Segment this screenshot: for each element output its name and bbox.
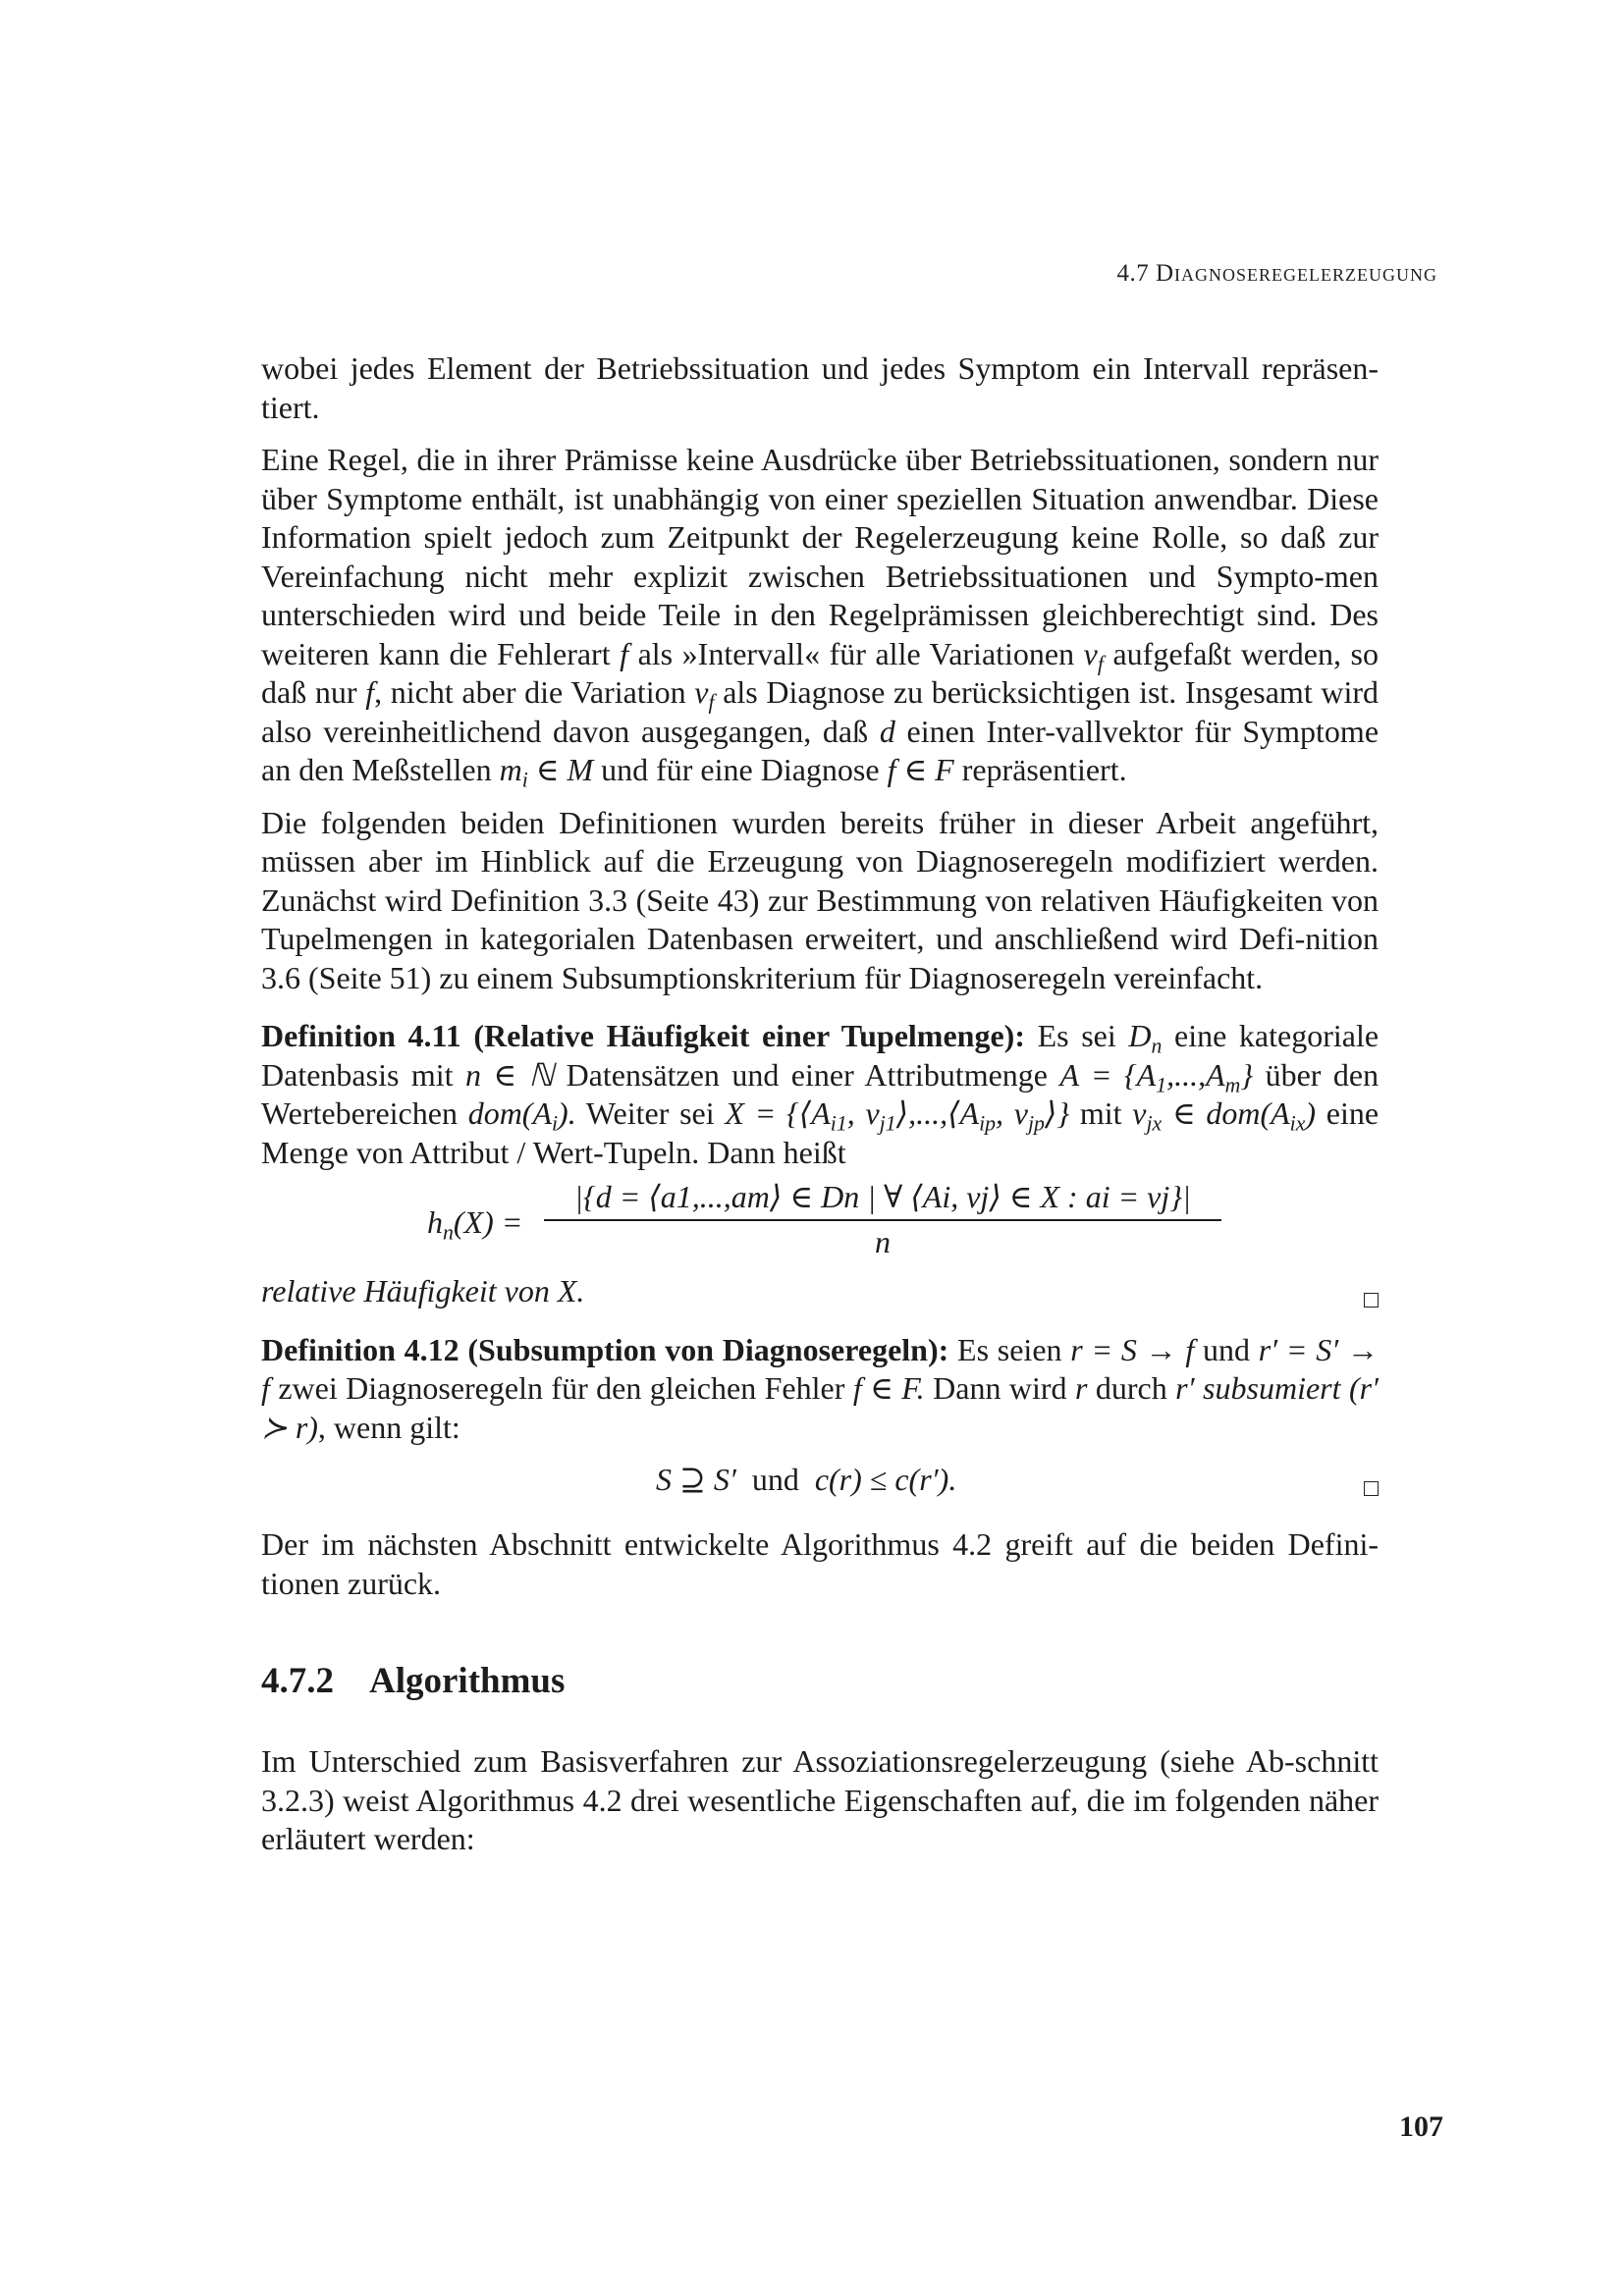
page-number: 107	[1399, 2110, 1443, 2143]
section-title: Algorithmus	[369, 1661, 566, 1701]
formula-denominator: n	[875, 1223, 891, 1259]
running-head	[1116, 260, 1437, 288]
running-head-title: Diagnoseregelerzeugung	[1155, 260, 1437, 287]
definition-4-11: Definition 4.11 (Relative Häufigkeit einer Tupelmenge): Es sei $D_n$ eine kategoriale Datenbasis mit n ∈ ℕ Datensätzen und einer Attributmenge $A = \{A_1,...,A_m\}$ über den Wertebereichen $dom(A_i)$. Weiter sei $X = \{⟨A_{i1}$, $v_{j1}⟩,...,⟨A_{ip}$, $v_{jp}⟩$} mit $v_{jx}$ ∈ $dom(A_{ix})$ eine Menge von Attribut / Wert-Tupeln. Dann heißt $h_n(X)$ = $\frac{|\{d = ⟨a1,...,am⟩ \in Dn | \forall ⟨Ai, vj⟩ \in X : ai = vj\}|}{n}$ relative Häufigkeit von X.	[261, 1017, 1379, 1311]
paragraph-4: Der im nächsten Abschnitt entwickelte Algorithmus 4.2 greift auf die beiden Defini-tionen zurück.	[261, 1526, 1379, 1601]
paragraph-1: wobei jedes Element der Betriebssituation und jedes Symptom ein Intervall repräsen-tiert.	[261, 350, 1379, 425]
qed-square-icon	[1364, 1481, 1379, 1496]
definition-4-12: Definition 4.12 (Subsumption von Diagnoseregeln): Es seien r = S → f und r′ = S′ → f zwei Diagnoseregeln für den gleichen Fehler f ∈ F. Dann wird r durch r′ subsumiert (r′ ≻ r), wenn gilt: S ⊇ S′ und c(r) ≤ c(r′).	[261, 1331, 1379, 1509]
formula-fraction	[544, 1178, 1221, 1261]
formula-subsumption: S ⊇ S′ und c(r) ≤ c(r′).	[261, 1455, 1379, 1508]
formula-relative-frequency	[261, 1178, 1379, 1268]
formula-numerator: |{d = ⟨a1,...,am⟩ ∈ Dn | ∀ ⟨Ai, vj⟩ ∈ X : ai = vj}|	[544, 1178, 1221, 1221]
formula-lhs: $h_n(X)$ =	[427, 1204, 523, 1245]
paragraph-3: Die folgenden beiden Definitionen wurden bereits früher in dieser Arbeit angeführt, müssen aber im Hinblick auf die Erzeugung von Diagnoseregeln modifiziert werden. Zunächst wird Definition 3.3 (Seite 43) zur Bestimmung von relativen Häufigkeiten von Tupelmengen in kategorialen Datenbasen erweitert, und anschließend wird Defi-nition 3.6 (Seite 51) zu einem Subsumptionskriterium für Diagnoseregeln vereinfacht.	[261, 804, 1379, 995]
paragraph-5: Im Unterschied zum Basisverfahren zur Assoziationsregelerzeugung (siehe Ab-schnitt 3.2.3) weist Algorithmus 4.2 drei wesentliche Eigenschaften auf, die im folgenden näher erläutert werden:	[261, 1743, 1379, 1856]
definition-4-11-heading: Definition 4.11 (Relative Häufigkeit einer Tupelmenge):	[261, 1018, 1025, 1053]
paragraph-2: Eine Regel, die in ihrer Prämisse keine Ausdrücke über Betriebssituationen, sondern nur über Symptome enthält, ist unabhängig von einer speziellen Situation anwendbar. Diese Information spielt jedoch zum Zeitpunkt der Regelerzeugung keine Rolle, so daß zur Vereinfachung nicht mehr explizit zwischen Betriebssituationen und Sympto-men unterschieden wird und beide Teile in den Regelprämissen gleichberechtigt sind. Des weiteren kann die Fehlerart f als »Intervall« für alle Variationen $v_f$ aufgefaßt werden, so daß nur f, nicht aber die Variation $v_f$ als Diagnose zu berücksichtigen ist. Insgesamt wird also vereinheitlichend davon ausgegangen, daß d einen Inter-vallvektor für Symptome an den Meßstellen $m_i$ ∈ M und für eine Diagnose f ∈ F repräsentiert.	[261, 442, 1380, 792]
definition-4-12-heading: Definition 4.12 (Subsumption von Diagnoseregeln):	[261, 1331, 949, 1367]
qed-square-icon	[1364, 1293, 1379, 1308]
definition-4-11-closing: relative Häufigkeit von X.	[261, 1272, 1379, 1311]
running-head-number: 4.7	[1116, 260, 1150, 287]
main-text	[261, 349, 1379, 1873]
section-number: 4.7.2	[261, 1661, 334, 1701]
section-heading	[261, 1660, 1379, 1703]
